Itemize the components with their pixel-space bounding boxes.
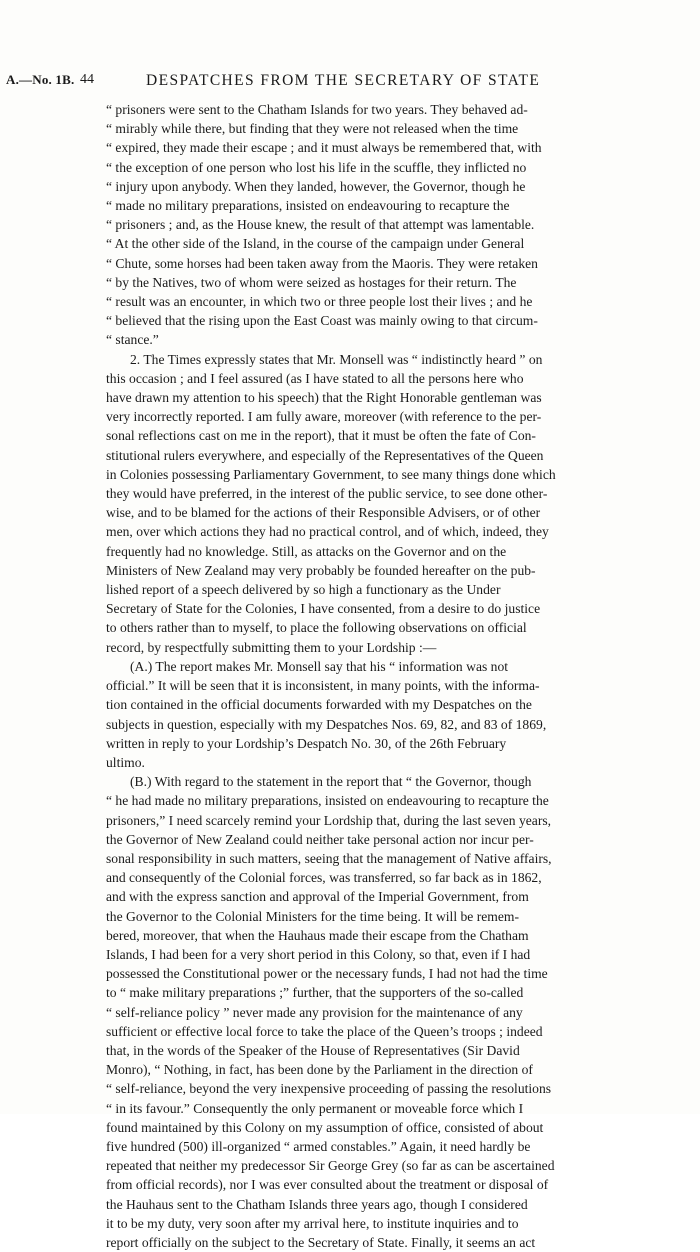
text-line: subjects in question, especially with my Despatches Nos. 69, 82, and 83 of 1869,	[106, 716, 547, 732]
text-line: lished report of a speech delivered by so high a functionary as the Under	[106, 582, 501, 598]
text-line: possessed the Constitutional power or the necessary funds, I had not had the time	[106, 966, 548, 982]
page-header	[6, 72, 686, 92]
text-line: “ mirably while there, but finding that they were not released when the time	[106, 121, 519, 137]
text-line: “ in its favour.” Consequently the only permanent or moveable force which I	[106, 1100, 524, 1116]
document-body	[106, 100, 684, 1252]
running-title: DESPATCHES FROM THE SECRETARY OF STATE	[146, 72, 541, 89]
text-line: very incorrectly reported. I am fully aware, moreover (with reference to the per-	[106, 409, 542, 425]
text-line: report officially on the subject to the Secretary of State. Finally, it seems an act	[106, 1234, 536, 1250]
text-line: repeated that neither my predecessor Sir George Grey (so far as can be ascertained	[106, 1158, 555, 1174]
text-line: “ prisoners ; and, as the House knew, the result of that attempt was lamentable.	[106, 217, 535, 233]
text-line: stitutional rulers everywhere, and especially of the Representatives of the Queen	[106, 447, 544, 463]
text-line: sonal reflections cast on me in the report), that it must be often the fate of Con-	[106, 428, 536, 444]
text-line: and with the express sanction and approval of the Imperial Government, from	[106, 889, 529, 905]
text-line: to others rather than to myself, to place the following observations on official	[106, 620, 527, 636]
text-line: “ stance.”	[106, 332, 159, 348]
text-line: prisoners,” I need scarcely remind your Lordship that, during the last seven years,	[106, 812, 552, 828]
page-number: 44	[80, 72, 94, 87]
text-line: “ made no military preparations, insisted on endeavouring to recapture the	[106, 198, 510, 214]
text-line: “ At the other side of the Island, in the course of the campaign under General	[106, 236, 525, 252]
text-line: “ the exception of one person who lost his life in the scuffle, they inflicted no	[106, 159, 527, 175]
text-line: official.” It will be seen that it is inconsistent, in many points, with the informa-	[106, 678, 540, 694]
text-line: “ he had made no military preparations, insisted on endeavouring to recapture the	[106, 793, 549, 809]
document-reference: A.—No. 1B.	[6, 72, 75, 87]
text-line: from official records), nor I was ever consulted about the treatment or disposal of	[106, 1177, 549, 1193]
text-line: “ by the Natives, two of whom were seized as hostages for their return. The	[106, 274, 517, 290]
text-line: five hundred (500) ill-organized “ armed constables.” Again, it need hardly be	[106, 1138, 531, 1154]
text-line: the Governor of New Zealand could neither take personal action nor incur per-	[106, 831, 534, 847]
text-line: sufficient or effective local force to take the place of the Queen’s troops ; indeed	[106, 1023, 543, 1039]
text-line: men, over which actions they had no practical control, and of which, indeed, they	[106, 524, 549, 540]
text-line: have drawn my attention to his speech) that the Right Honorable gentleman was	[106, 390, 542, 406]
text-line: “ believed that the rising upon the East Coast was mainly owing to that circum-	[106, 313, 538, 329]
text-line: this occasion ; and I feel assured (as I have stated to all the persons here who	[106, 370, 524, 386]
text-line: “ prisoners were sent to the Chatham Islands for two years. They behaved ad-	[106, 102, 528, 117]
text-line: 2. The Times expressly states that Mr. Monsell was “ indistinctly heard ” on	[130, 351, 543, 367]
text-line: that, in the words of the Speaker of the House of Representatives (Sir David	[106, 1042, 520, 1058]
text-line: Secretary of State for the Colonies, I have consented, from a desire to do justice	[106, 601, 541, 617]
text-line: wise, and to be blamed for the actions of their Responsible Advisers, or of other	[106, 505, 541, 521]
text-line: “ self-reliance policy ” never made any provision for the maintenance of any	[106, 1004, 523, 1020]
text-line: tion contained in the official documents forwarded with my Despatches on the	[106, 697, 532, 713]
text-line: “ self-reliance, beyond the very inexpensive proceeding of passing the resolutions	[106, 1081, 552, 1097]
text-line: bered, moreover, that when the Hauhaus made their escape from the Chatham	[106, 927, 529, 943]
text-line: written in reply to your Lordship’s Despatch No. 30, of the 26th February	[106, 735, 507, 751]
text-line: ultimo.	[106, 754, 145, 770]
text-line: to “ make military preparations ;” further, that the supporters of the so-called	[106, 985, 524, 1001]
text-line: Monro), “ Nothing, in fact, has been done by the Parliament in the direction of	[106, 1062, 533, 1078]
text-line: “ result was an encounter, in which two or three people lost their lives ; and he	[106, 294, 533, 310]
text-line: Ministers of New Zealand may very probably be founded hereafter on the pub-	[106, 562, 536, 578]
text-line: found maintained by this Colony on my assumption of office, consisted of about	[106, 1119, 544, 1135]
text-line: and consequently of the Colonial forces, was transferred, so far back as in 1862,	[106, 870, 542, 886]
text-line: “ expired, they made their escape ; and it must always be remembered that, with	[106, 140, 542, 156]
text-line: they would have preferred, in the interest of the public service, to see done other-	[106, 486, 548, 502]
text-line: sonal responsibility in such matters, seeing that the management of Native affairs,	[106, 850, 552, 866]
text-line: frequently had no knowledge. Still, as attacks on the Governor and on the	[106, 543, 507, 559]
text-line: (B.) With regard to the statement in the report that “ the Governor, though	[130, 774, 532, 790]
text-line: Islands, I had been for a very short period in this Colony, so that, even if I had	[106, 946, 531, 962]
text-line: it to be my duty, very soon after my arrival here, to institute inquiries and to	[106, 1215, 519, 1231]
text-line: in Colonies possessing Parliamentary Government, to see many things done which	[106, 466, 556, 482]
text-line: (A.) The report makes Mr. Monsell say that his “ information was not	[130, 658, 509, 674]
text-line: the Governor to the Colonial Ministers for the time being. It will be remem-	[106, 908, 520, 924]
text-line: “ injury upon anybody. When they landed, however, the Governor, though he	[106, 178, 526, 194]
text-line: “ Chute, some horses had been taken away from the Maoris. They were retaken	[106, 255, 538, 271]
text-line: record, by respectfully submitting them to your Lordship :—	[106, 639, 437, 655]
text-line: the Hauhaus sent to the Chatham Islands three years ago, though I considered	[106, 1196, 528, 1212]
